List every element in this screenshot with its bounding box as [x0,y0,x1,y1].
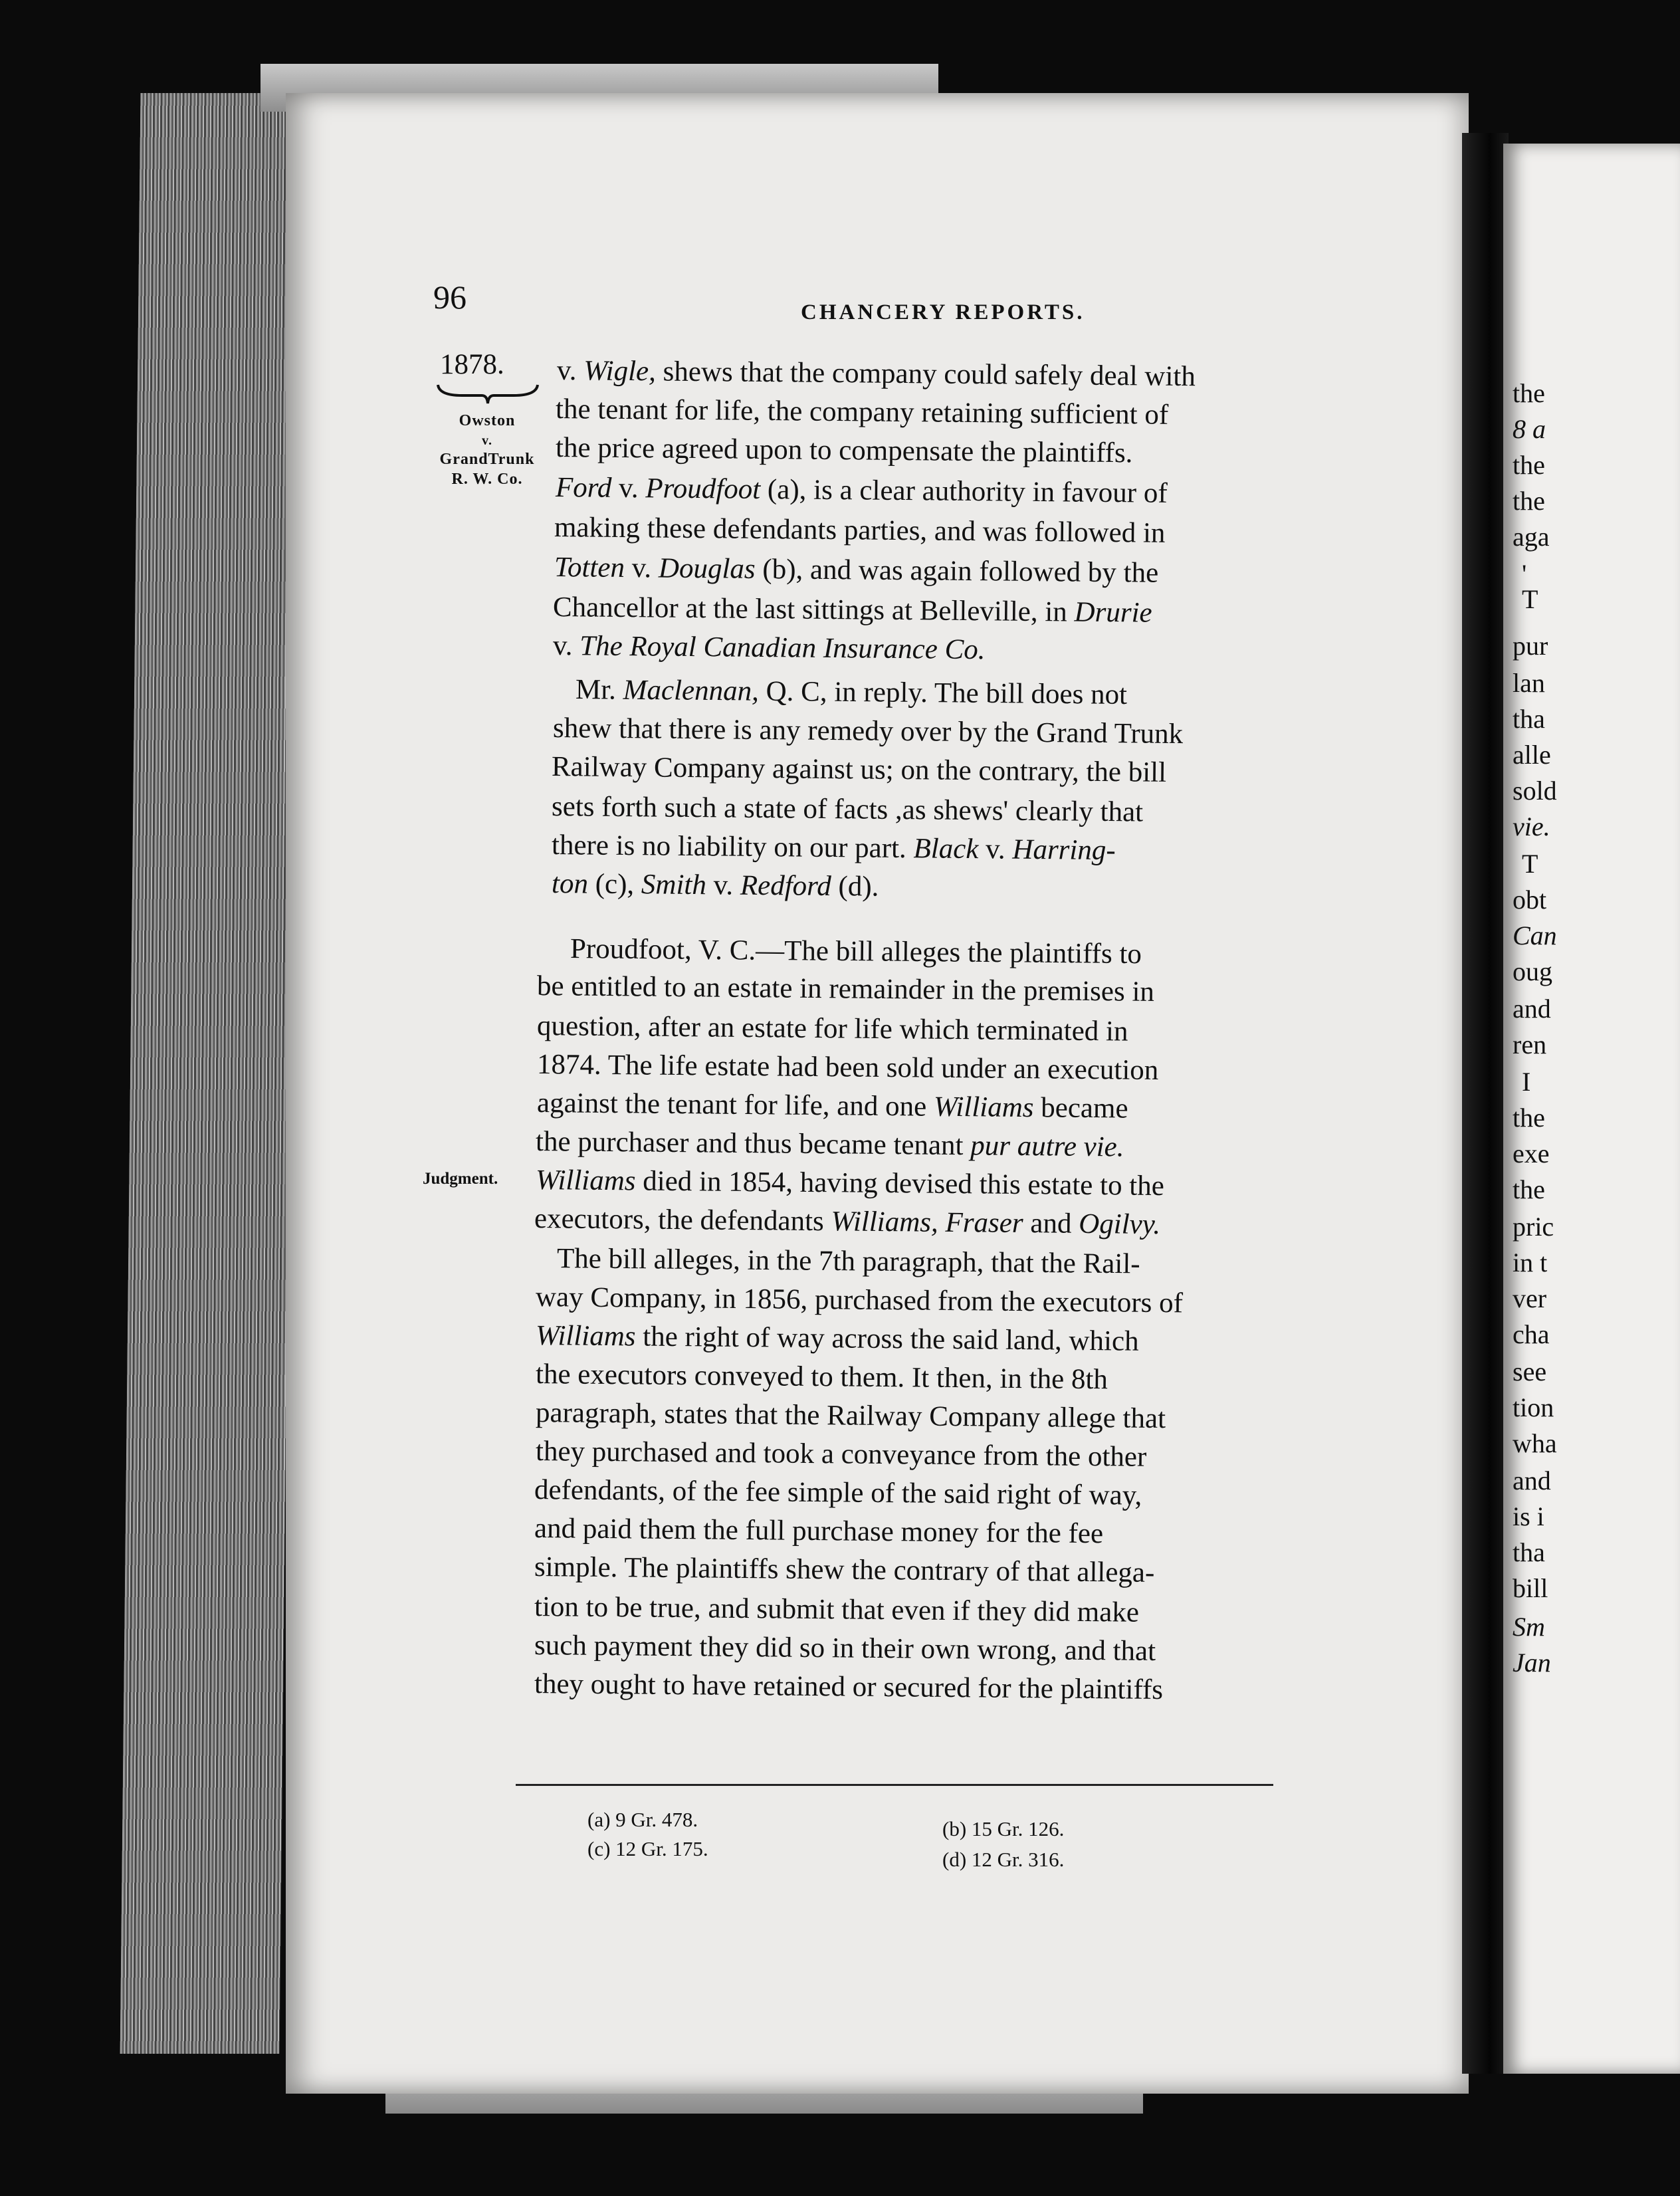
body-line: v. Wigle, shews that the company could safely deal with [556,355,1196,393]
body-line: there is no liability on our part. Black v. Harring- [551,829,1116,867]
right-page-line: in t [1513,1248,1548,1277]
right-page-line: cha [1513,1319,1550,1349]
running-head: CHANCERY REPORTS. [801,300,1085,324]
right-page-line: ' [1522,559,1527,589]
body-line: way Company, in 1856, purchased from the executors of [535,1281,1184,1319]
right-page-line: lan [1513,668,1545,698]
body-line: the tenant for life, the company retaining sufficient of [555,393,1169,431]
right-page-line: tha [1513,1537,1545,1567]
right-page-line: ren [1513,1030,1547,1059]
body-line: question, after an estate for life which terminated in [536,1010,1128,1047]
footnote-b: (b) 15 Gr. 126. [942,1817,1065,1840]
body-line: the price agreed upon to compensate the plaintiffs. [555,432,1133,469]
body-line: against the tenant for life, and one Williams became [536,1087,1128,1125]
right-page-line: is i [1513,1501,1544,1531]
right-page-line: Jan [1513,1648,1551,1678]
footnote-c: (c) 12 Gr. 175. [587,1837,708,1860]
right-page-line: the [1513,486,1545,516]
body-line: ton (c), Smith v. Redford (d). [551,868,879,903]
margin-case-versus: v. [482,433,492,448]
right-page-line: pur [1513,631,1548,661]
right-page-line: the [1513,1174,1545,1204]
body-line: tion to be true, and submit that even if they did make [534,1591,1140,1628]
right-page-line: pric [1513,1212,1554,1242]
body-line: defendants, of the fee simple of the said right of way, [534,1474,1142,1511]
body-line: Chancellor at the last sittings at Belleville, in Drurie [552,592,1152,629]
right-page-line: alle [1513,740,1551,770]
margin-case-party-2: GrandTrunk [439,451,535,468]
right-page-line: wha [1513,1428,1557,1458]
body-line: Proudfoot, V. C.—The bill alleges the plaintiffs to [570,933,1142,970]
footnote-a: (a) 9 Gr. 478. [587,1808,698,1831]
right-page-line: vie. [1513,812,1550,841]
margin-year: 1878. [440,349,504,380]
right-page-line: tion [1513,1392,1554,1422]
body-line: shew that there is any remedy over by the Grand Trunk [552,713,1184,750]
body-line: they purchased and took a conveyance from the other [535,1436,1147,1473]
body-line: sets forth such a state of facts ,as shews' clearly that [551,791,1144,828]
body-line: executors, the defendants Williams, Fraser and Ogilvy. [534,1203,1161,1241]
body-line: the purchaser and thus became tenant pur autre vie. [535,1126,1124,1163]
margin-case-party-1: Owston [459,412,516,429]
body-line: they ought to have retained or secured for the plaintiffs [534,1668,1164,1706]
right-page-line: obt [1513,885,1547,915]
body-line: 1874. The life estate had been sold under an execution [536,1049,1159,1086]
body-line: be entitled to an estate in remainder in the premises in [536,970,1155,1008]
footnote-rule [516,1784,1273,1786]
body-line: simple. The plaintiffs shew the contrary of that allega- [534,1551,1155,1589]
body-line: paragraph, states that the Railway Company allege that [535,1397,1166,1435]
body-line: Williams the right of way across the said land, which [535,1320,1139,1357]
right-page-line: bill [1513,1573,1548,1603]
body-line: making these defendants parties, and was followed in [554,512,1166,549]
page-edges-left [120,93,300,2054]
right-page-line: and [1513,1466,1551,1495]
body-line: Totten v. Douglas (b), and was again followed by the [554,552,1159,589]
right-page-line: I [1522,1067,1531,1097]
right-page-line: the [1513,450,1545,480]
body-line: such payment they did so in their own wrong, and that [534,1630,1156,1667]
body-line: and paid them the full purchase money for the fee [534,1513,1104,1550]
right-page-line: the [1513,1103,1545,1133]
brace-icon [435,382,540,405]
right-page-line: and [1513,994,1551,1024]
body-line: Mr. Maclennan, Q. C, in reply. The bill does not [575,674,1128,711]
book-gutter [1462,133,1509,2074]
right-page-line: T [1522,849,1538,879]
right-page-line: exe [1513,1139,1550,1168]
right-page-line: T [1522,584,1538,614]
body-line: Ford v. Proudfoot (a), is a clear authority in favour of [555,472,1168,509]
footnote-d: (d) 12 Gr. 316. [942,1848,1065,1871]
right-page-line: see [1513,1357,1547,1386]
page-number: 96 [433,278,467,316]
margin-case-party-2-suffix: R. W. Co. [451,471,523,488]
right-page-line: aga [1513,522,1550,552]
body-line: the executors conveyed to them. It then, in the 8th [535,1359,1108,1396]
right-page-line: ver [1513,1283,1547,1313]
margin-judgment: Judgment. [423,1170,498,1188]
body-line: v. The Royal Canadian Insurance Co. [552,630,986,666]
right-page-line: Sm [1513,1612,1545,1642]
right-page-line: sold [1513,776,1557,806]
right-page-line: tha [1513,704,1545,734]
right-page [1503,144,1680,2074]
body-line: Williams died in 1854, having devised this estate to the [535,1164,1165,1202]
body-line: The bill alleges, in the 7th paragraph, that the Rail- [556,1243,1140,1280]
right-page-line: Can [1513,921,1557,950]
right-page-line: oug [1513,956,1552,986]
right-page-line: 8 a [1513,414,1546,444]
right-page-line: the [1513,378,1545,408]
body-line: Railway Company against us; on the contrary, the bill [551,751,1167,788]
